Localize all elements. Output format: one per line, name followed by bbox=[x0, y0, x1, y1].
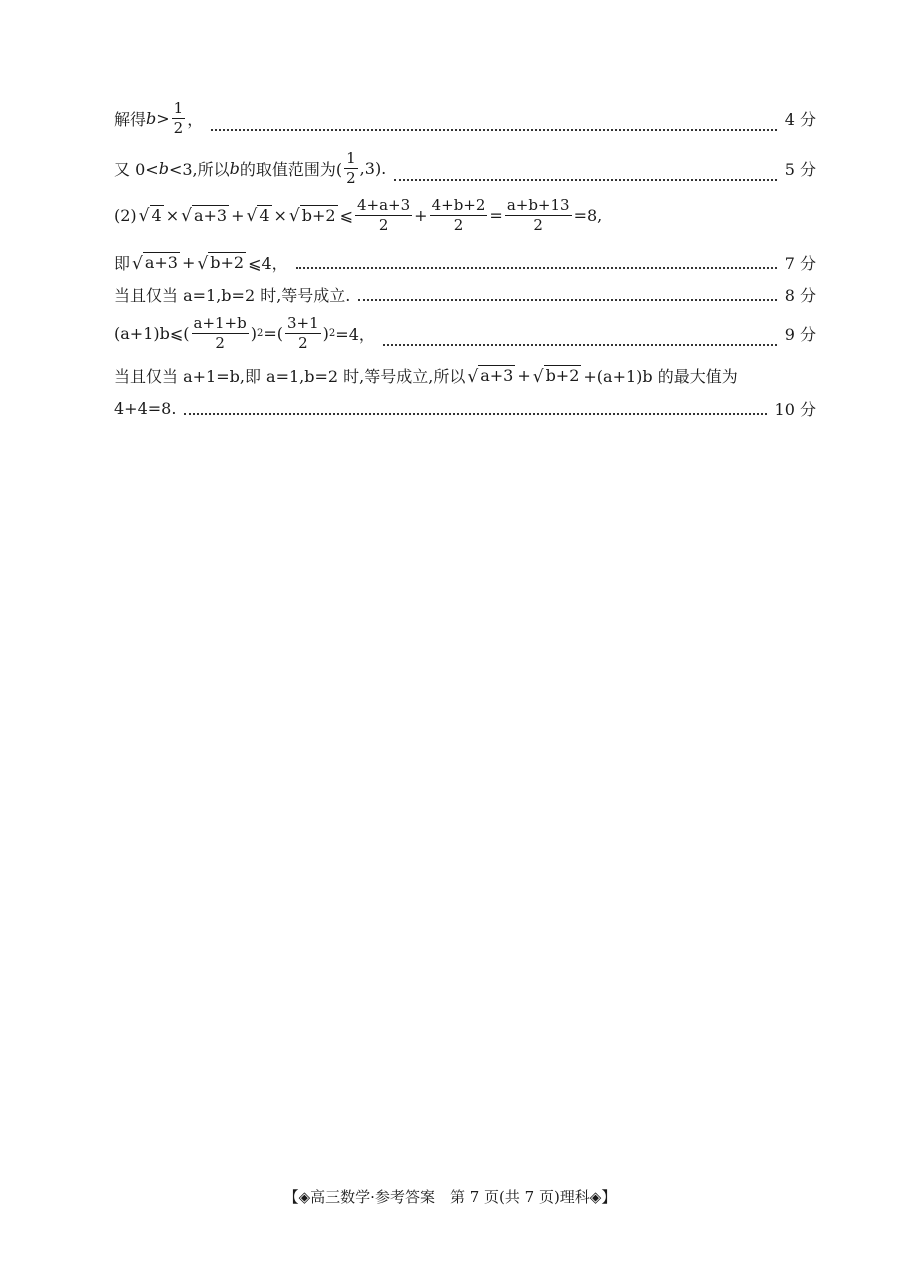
answer-line-7 bbox=[114, 364, 816, 387]
text: (a+1)b⩽( bbox=[114, 323, 190, 343]
text: (2) bbox=[114, 205, 137, 225]
dot-leader bbox=[296, 267, 777, 269]
operator: + bbox=[414, 205, 428, 225]
score-label: 4 分 bbox=[784, 109, 816, 129]
text: ,3). bbox=[359, 158, 387, 178]
text: 当且仅当 a+1=b,即 a=1,b=2 时,等号成立,所以 bbox=[114, 367, 466, 386]
square-root: √ 4 bbox=[246, 205, 270, 227]
square-root: √ b+2 bbox=[288, 205, 336, 227]
fraction bbox=[285, 315, 321, 351]
operator: + bbox=[181, 253, 196, 272]
answer-line-5 bbox=[114, 283, 816, 306]
exponent: 2 bbox=[328, 327, 336, 339]
variable: b bbox=[229, 158, 240, 178]
answer-line-4 bbox=[114, 251, 816, 274]
denominator: 2 bbox=[453, 215, 464, 234]
radicand: b+2 bbox=[545, 366, 580, 386]
numerator: a+b+13 bbox=[506, 196, 570, 214]
line-content bbox=[114, 100, 203, 136]
denominator: 2 bbox=[298, 333, 308, 352]
operator: + bbox=[231, 205, 245, 225]
radicand: a+3 bbox=[193, 205, 228, 225]
text: ) bbox=[322, 323, 329, 343]
dot-leader bbox=[184, 413, 766, 415]
line-content: 当且仅当 a=1,b=2 时,等号成立. bbox=[114, 286, 351, 305]
score-label: 7 分 bbox=[784, 254, 816, 273]
radicand: b+2 bbox=[301, 205, 336, 225]
denominator: 2 bbox=[378, 215, 389, 234]
numerator: 3+1 bbox=[287, 314, 319, 332]
score-label: 9 分 bbox=[784, 324, 816, 344]
dot-leader bbox=[394, 179, 776, 181]
operator: = bbox=[489, 205, 503, 225]
text: =8, bbox=[573, 205, 603, 225]
square-root: √ a+3 bbox=[467, 366, 514, 387]
answer-line-3 bbox=[114, 197, 816, 233]
page-footer: 【◈高三数学·参考答案 第 7 页(共 7 页)理科◈】 bbox=[283, 1188, 617, 1206]
answer-line-8 bbox=[114, 397, 816, 420]
fraction bbox=[344, 150, 358, 186]
radicand: a+3 bbox=[480, 366, 514, 386]
text: =( bbox=[263, 323, 284, 343]
answer-line-6 bbox=[114, 315, 816, 351]
operator: + bbox=[517, 366, 531, 385]
fraction bbox=[355, 197, 412, 233]
score-label: 5 分 bbox=[784, 159, 816, 179]
line-content bbox=[114, 315, 375, 351]
denominator: 2 bbox=[215, 333, 225, 352]
text: ⩽4， bbox=[248, 254, 288, 273]
fraction bbox=[192, 315, 249, 351]
fraction bbox=[172, 100, 186, 136]
score-label: 10 分 bbox=[774, 400, 816, 419]
variable: b bbox=[146, 108, 157, 128]
denominator: 2 bbox=[173, 118, 184, 137]
square-root: √ a+3 bbox=[132, 253, 178, 274]
numerator: 1 bbox=[173, 99, 184, 117]
line-content: 4+4=8. bbox=[114, 399, 177, 418]
operator: × bbox=[273, 205, 287, 225]
square-root: √ b+2 bbox=[532, 366, 580, 387]
answer-line-2 bbox=[114, 150, 816, 186]
radicand: a+3 bbox=[144, 253, 178, 273]
text: <3,所以 bbox=[168, 159, 230, 179]
radicand: 4 bbox=[259, 205, 270, 225]
operator: ⩽ bbox=[339, 205, 353, 225]
square-root: √ b+2 bbox=[197, 253, 245, 274]
denominator: 2 bbox=[346, 168, 356, 187]
text: ) bbox=[250, 323, 257, 343]
numerator: 1 bbox=[346, 149, 356, 167]
denominator: 2 bbox=[533, 215, 543, 234]
answer-line-1 bbox=[114, 100, 816, 136]
operator: × bbox=[165, 205, 180, 225]
numerator: a+1+b bbox=[193, 314, 247, 332]
square-root: √ 4 bbox=[138, 205, 162, 227]
exponent: 2 bbox=[256, 327, 264, 339]
variable: b bbox=[158, 158, 169, 178]
square-root: √ a+3 bbox=[181, 205, 228, 227]
radicand: 4 bbox=[151, 205, 162, 225]
dot-leader bbox=[211, 129, 776, 131]
dot-leader bbox=[383, 344, 777, 346]
text: 的取值范围为( bbox=[239, 159, 343, 179]
line-content bbox=[114, 150, 386, 186]
line-content bbox=[114, 364, 738, 387]
text: 即 bbox=[114, 254, 131, 273]
line-content bbox=[114, 251, 288, 274]
score-label: 8 分 bbox=[784, 286, 816, 305]
dot-leader bbox=[358, 299, 776, 301]
text: 解得 bbox=[114, 109, 147, 129]
line-content bbox=[114, 197, 602, 233]
numerator: 4+a+3 bbox=[357, 196, 411, 214]
text: ， bbox=[187, 109, 204, 129]
fraction bbox=[505, 197, 572, 233]
radicand: b+2 bbox=[210, 253, 245, 273]
numerator: 4+b+2 bbox=[431, 196, 486, 214]
text: +(a+1)b 的最大值为 bbox=[583, 367, 738, 386]
text: =4， bbox=[335, 324, 375, 344]
fraction bbox=[430, 197, 488, 233]
relation: > bbox=[156, 108, 170, 128]
text: 又 0< bbox=[114, 159, 159, 179]
